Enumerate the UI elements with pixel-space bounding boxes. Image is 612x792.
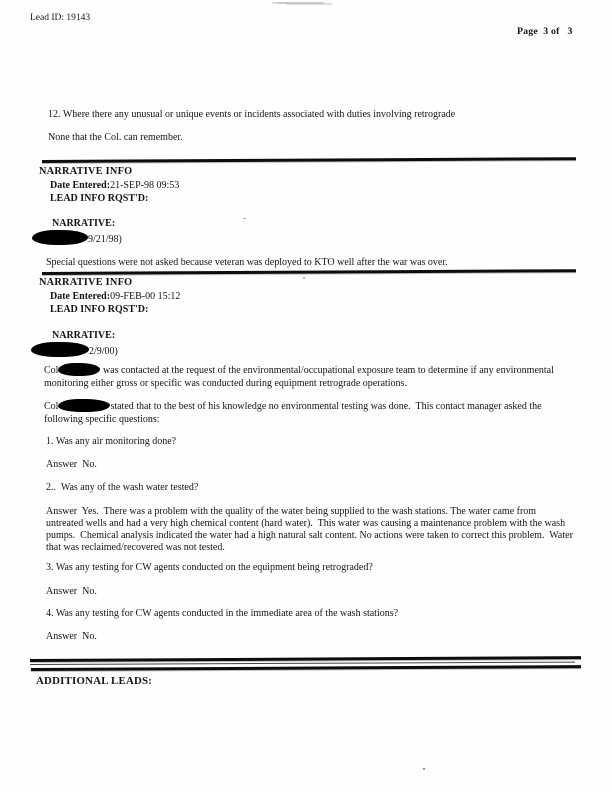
- redaction-bar: [58, 363, 100, 376]
- page-number: Page 3 of 3: [517, 26, 573, 37]
- question-12-text: 12. Where there any unusual or unique events or incidents associated with duties involving retrograde: [48, 109, 456, 120]
- section1-redacted-suffix: 9/21/98): [88, 234, 122, 245]
- section2-redacted-line: [31, 342, 118, 358]
- question-3: 3. Was any testing for CW agents conducted on the equipment being retrograded?: [46, 562, 373, 573]
- redaction-bar: [31, 342, 89, 357]
- redaction-bar: [32, 230, 88, 245]
- scan-speck: [423, 768, 425, 770]
- lead-id: Lead ID: 19143: [30, 13, 91, 23]
- answer-2: Answer Yes. There was a problem with the quality of the water being supplied to the wash stations. The water came from untreated wells and had a very high chemical content (hard water). This water was causing a maintenance problem with the wash pumps. Chemical analysis indicated the water had a high natural salt content. No actions were taken to correct this problem. Water that was reclaimed/recovered was not tested.: [46, 506, 576, 554]
- section1-date-entered: [50, 180, 179, 192]
- section1-narrative-label: NARRATIVE:: [52, 218, 116, 229]
- para1-text: was contacted at the request of the environmental/occupational exposure team to determine if any environmental monitoring either gross or specific was conducted during equipment retrograde operations.: [44, 365, 557, 389]
- section1-redacted-line: [32, 230, 122, 246]
- question-12-answer: None that the Col. can remember.: [48, 132, 183, 143]
- date-entered-label: Date Entered:: [50, 291, 111, 302]
- scan-smudge: [278, 2, 324, 4]
- footer-divider-thin-rule: [30, 662, 575, 665]
- section-divider-rule: [42, 157, 576, 163]
- section2-paragraph-1: [44, 363, 568, 390]
- answer-3: Answer No.: [46, 586, 97, 597]
- scan-speck: [303, 277, 305, 279]
- section-divider-rule: [42, 269, 576, 275]
- para2-text: stated that to the best of his knowledge no environmental testing was done. This contact manager asked the following specific questions:: [44, 401, 545, 425]
- section1-heading: NARRATIVE INFO: [39, 166, 133, 177]
- footer-divider-rule: [31, 665, 581, 670]
- additional-leads-heading: ADDITIONAL LEADS:: [36, 675, 153, 687]
- answer-1: Answer No.: [46, 459, 97, 470]
- question-4: 4. Was any testing for CW agents conducted in the immediate area of the wash stations?: [46, 608, 399, 619]
- section1-lead-info-label: LEAD INFO RQST'D:: [50, 193, 149, 204]
- section2-lead-info-label: LEAD INFO RQST'D:: [50, 304, 149, 315]
- footer-divider-rule: [30, 656, 581, 661]
- redaction-bar: [58, 399, 110, 412]
- date-entered-value: 21-SEP-98 09:53: [110, 180, 180, 191]
- scan-speck: [243, 218, 246, 219]
- section2-date-entered: [50, 291, 180, 303]
- section2-heading: NARRATIVE INFO: [39, 277, 133, 288]
- answer-4: Answer No.: [46, 631, 97, 642]
- question-2: 2.. Was any of the wash water tested?: [46, 482, 199, 493]
- section2-redacted-suffix: 2/9/00): [89, 346, 118, 357]
- date-entered-label: Date Entered:: [50, 180, 111, 191]
- para1-prefix: Col: [44, 365, 59, 376]
- section1-body: Special questions were not asked because veteran was deployed to KTO well after the war was over.: [46, 257, 448, 268]
- para2-prefix: Col: [44, 401, 59, 412]
- section2-narrative-label: NARRATIVE:: [52, 330, 116, 341]
- date-entered-value: 09-FEB-00 15:12: [110, 291, 181, 302]
- section2-paragraph-2: [44, 399, 568, 426]
- question-1: 1. Was any air monitoring done?: [46, 436, 177, 447]
